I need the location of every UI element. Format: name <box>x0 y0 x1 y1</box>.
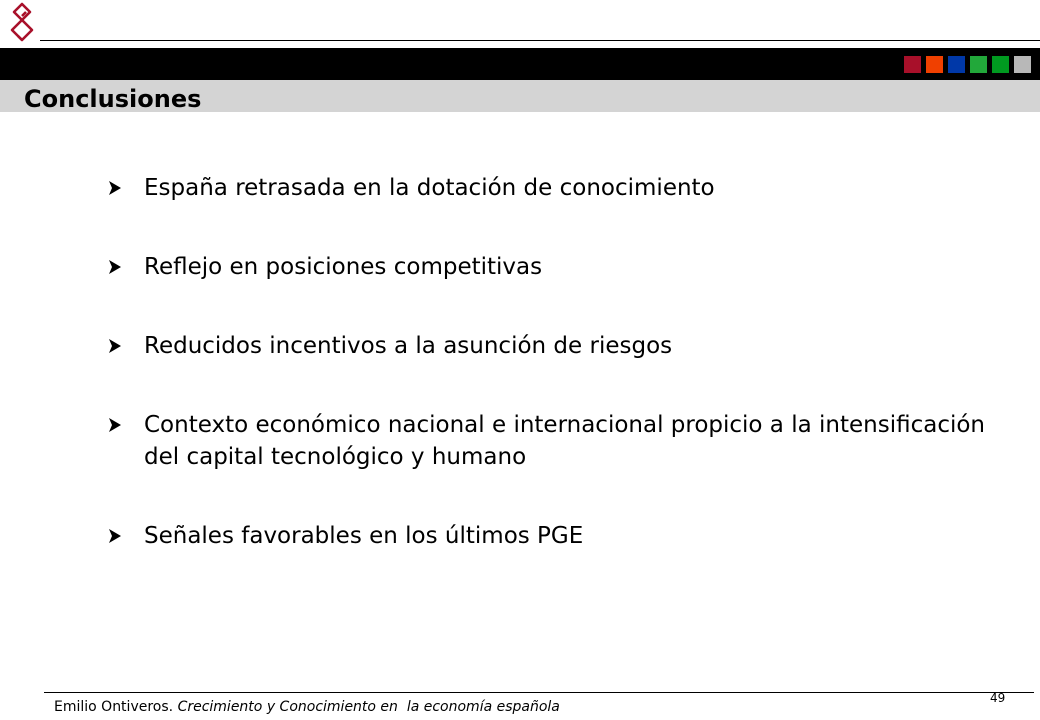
color-square <box>904 56 921 73</box>
bullet-item <box>108 520 1008 552</box>
footer-author: Emilio Ontiveros. <box>54 699 174 715</box>
arrowhead-bullet-icon <box>108 520 144 552</box>
bullet-list <box>108 172 1008 599</box>
ribbon-knot-logo-icon <box>6 2 38 46</box>
bullet-text: Reflejo en posiciones competitivas <box>144 254 543 280</box>
arrowhead-bullet-icon <box>108 251 144 283</box>
footer-citation <box>54 698 560 716</box>
color-square <box>992 56 1009 73</box>
bullet-item <box>108 330 1008 362</box>
bullet-text: Reducidos incentivos a la asunción de riesgos <box>144 333 673 359</box>
arrowhead-bullet-icon <box>108 172 144 204</box>
bottom-rule <box>44 692 1034 693</box>
color-square <box>926 56 943 73</box>
page-number: 49 <box>990 691 1006 705</box>
color-square <box>948 56 965 73</box>
bullet-item <box>108 172 1008 204</box>
color-squares <box>904 56 1031 73</box>
top-rule <box>40 40 1040 41</box>
bullet-item <box>108 409 1008 473</box>
arrowhead-bullet-icon <box>108 330 144 362</box>
bullet-text: Contexto económico nacional e internacional propicio a la intensificación del capital tecnológico y humano <box>144 412 986 470</box>
slide-title: Conclusiones <box>24 85 202 113</box>
bullet-text: Señales favorables en los últimos PGE <box>144 523 584 549</box>
bullet-item <box>108 251 1008 283</box>
color-square <box>1014 56 1031 73</box>
bullet-text: España retrasada en la dotación de conocimiento <box>144 175 715 201</box>
footer-publication: Crecimiento y Conocimiento en la economía española <box>177 699 560 715</box>
color-square <box>970 56 987 73</box>
title-band-dark <box>0 48 1040 80</box>
arrowhead-bullet-icon <box>108 409 144 441</box>
